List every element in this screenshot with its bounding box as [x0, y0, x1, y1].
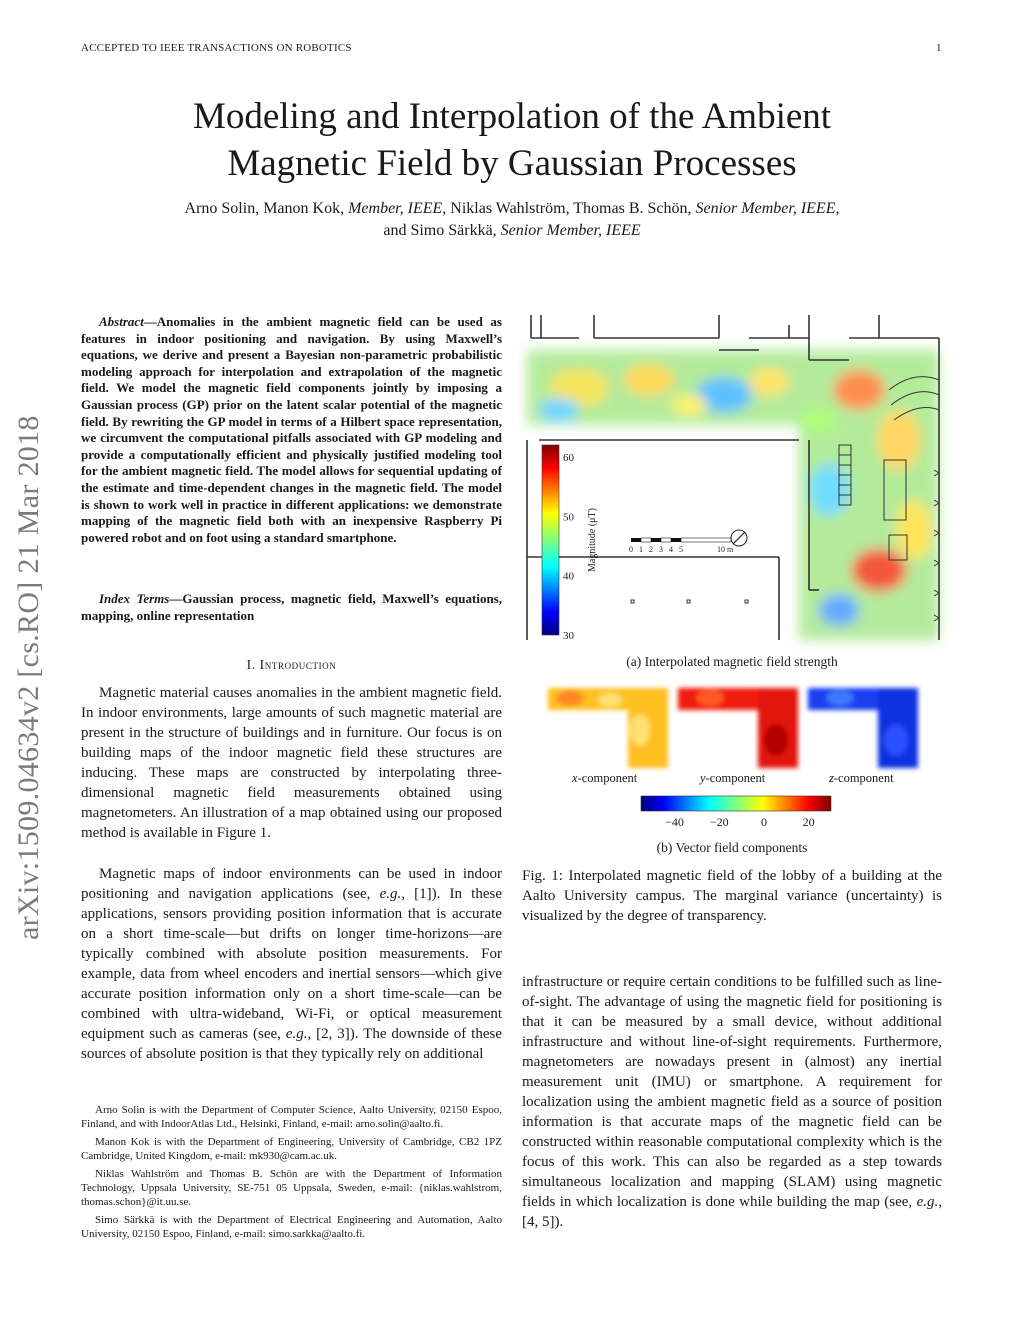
intro-eg: e.g. — [379, 886, 402, 902]
authors-part-3: and Simo Särkkä, — [383, 222, 501, 239]
figure-1b-components — [540, 680, 940, 780]
page-number: 1 — [936, 42, 942, 54]
body-text: , [4, 5]). — [522, 1194, 942, 1230]
colorbar-label: Magnitude (μT) — [587, 508, 598, 572]
arxiv-stamp — [12, 415, 45, 941]
colorbar-b — [636, 795, 836, 831]
index-terms-text: —Gaussian process, magnetic field, Maxwell’s equations, mapping, online representation — [81, 591, 502, 623]
section-number: I. — [246, 657, 260, 672]
x-component-label — [572, 771, 637, 786]
author-role: Senior Member, IEEE — [500, 222, 641, 239]
running-header: ACCEPTED TO IEEE TRANSACTIONS ON ROBOTICS — [81, 42, 352, 54]
colorbar — [542, 445, 559, 635]
scale-tick-label: 4 — [669, 545, 673, 554]
figure-caption: Fig. 1: Interpolated magnetic field of the lobby of a building at the Aalto University campus. The marginal variance (uncertainty) is visualized by the degree of transparency. — [522, 868, 942, 924]
section-heading — [81, 657, 502, 673]
authors-part-2: , Niklas Wahlström, Thomas B. Schön, — [442, 200, 696, 217]
component-suffix: -component — [705, 771, 766, 785]
colorbar-tick-label: 50 — [563, 511, 574, 524]
component-suffix: -component — [577, 771, 638, 785]
footnote: Niklas Wahlström and Thomas B. Schön are with the Department of Information Technology, Uppsala University, SE-751 05 Uppsala, Sweden, e-mail: {niklas.wahlstrom, thomas.schon}@it.uu.se. — [81, 1168, 502, 1208]
scale-tick-label: 2 — [649, 545, 653, 554]
colorbar-tick-label: 30 — [563, 630, 574, 642]
colorbar-b-tick-label: 20 — [802, 815, 815, 829]
colorbar-b-tick-label: −20 — [709, 815, 729, 829]
body-eg: e.g. — [916, 1194, 939, 1210]
authors-part-1: Arno Solin, Manon Kok, — [184, 200, 349, 217]
footnotes — [81, 1103, 502, 1245]
section-title: Introduction — [259, 657, 337, 672]
y-component-label — [700, 771, 765, 786]
title-line-1: Modeling and Interpolation of the Ambient — [192, 96, 832, 137]
footnote: Simo Särkkä is with the Department of Electrical Engineering and Automation, Aalto University, 02150 Espoo, Finland, e-mail: simo.sarkka@aalto.fi. — [81, 1214, 502, 1240]
component-suffix: -component — [833, 771, 894, 785]
scale-tick-label: 10 m — [717, 545, 734, 554]
intro-paragraph-1: Magnetic material causes anomalies in the ambient magnetic field. In indoor environments, large amounts of such magnetic material are present in the structure of buildings and in furniture. Our focus is on building maps of the indoor magnetic field these structures are inducing. These maps are constructed by interpolating three-dimensional magnetic field measurements obtained using magnetometers. An illustration of a map obtained using our proposed method is available in Figure 1. — [81, 685, 502, 841]
colorbar-tick-label: 60 — [563, 451, 574, 464]
scale-tick-label: 5 — [679, 545, 683, 554]
author-list — [100, 198, 924, 242]
colorbar-b-tick-label: −40 — [665, 815, 684, 829]
abstract — [81, 314, 502, 546]
caption-b: (b) Vector field components — [656, 840, 808, 855]
intro-text: , [2, 3]). The downside of these sources of absolute position is that they typically rely on additional — [81, 1026, 502, 1062]
right-column-text — [522, 972, 942, 1232]
footnote: Manon Kok is with the Department of Engineering, University of Cambridge, CB2 1PZ Cambridge, United Kingdom, e-mail: mk930@cam.ac.uk. — [81, 1136, 502, 1162]
abstract-label: Abstract — [99, 314, 144, 329]
body-text: infrastructure or require certain conditions to be fulfilled such as line-of-sight. The advantage of using the magnetic field for positioning is that it can be measured by a small device, without additional infrastructure and without line-of-sight requirements. Furthermore, magnetometers are nowadays present in (almost) any inertial measurement unit (IMU) or smartphone. A requirement for localization using the ambient magnetic field as a source of position information is that accurate maps of the magnetic field can be constructed within reasonable computational complexity which is the focus of this work. This can also be regarded as a step towards simultaneous localization and mapping (SLAM) using magnetic fields in which localization is done while building the map (see, — [522, 974, 942, 1210]
figure-1a-map — [519, 310, 949, 650]
intro-eg: e.g. — [285, 1026, 308, 1042]
x-component-map — [548, 688, 668, 768]
z-component-map — [808, 688, 918, 768]
caption-a: (a) Interpolated magnetic field strength — [626, 654, 838, 669]
author-role: Member, IEEE — [348, 200, 443, 217]
colorbar-b-tick-label: 0 — [760, 815, 767, 829]
paper-title — [0, 93, 1024, 187]
footnote: Arno Solin is with the Department of Computer Science, Aalto University, 02150 Espoo, Finland, and with IndoorAtlas Ltd., Helsinki, Finland, e-mail: arno.solin@aalto.fi. — [81, 1104, 502, 1130]
title-line-2: Magnetic Field by Gaussian Processes — [227, 143, 797, 184]
field-heatmap — [527, 350, 939, 640]
component-symbol: x — [572, 771, 578, 785]
abstract-text: —Anomalies in the ambient magnetic field can be used as features in indoor positioning and navigation. By using Maxwell’s equations, we derive and present a Bayesian non-parametric probabilistic modeling approach for interpolation and extrapolation of the magnetic field. We model the magnetic field components jointly by imposing a Gaussian process (GP) prior on the latent scalar potential of the magnetic field. By rewriting the GP model in terms of a Hilbert space representation, we circumvent the computational pitfalls associated with GP modeling and provide a computationally efficient and physically justified modeling tool for the ambient magnetic field. The model allows for sequential updating of the estimate and time-dependent changes in the magnetic field. The model is shown to work well in practice in different applications: we demonstrate mapping of the magnetic field both with an inexpensive Raspberry Pi powered robot and on foot using a standard smartphone. — [81, 314, 502, 545]
scale-tick-label: 3 — [659, 545, 663, 554]
colorbar-b-strip — [641, 796, 831, 811]
colorbar-tick-label: 40 — [563, 570, 574, 583]
scale-bar — [631, 538, 731, 542]
author-role: Senior Member, IEEE, — [695, 200, 840, 217]
component-symbol: y — [700, 771, 706, 785]
index-terms-label: Index Terms — [99, 591, 170, 606]
scale-tick-label: 0 — [629, 545, 633, 554]
pillars — [631, 600, 748, 603]
north-arrow-needle — [733, 532, 745, 544]
scale-tick-label: 1 — [639, 545, 643, 554]
z-component-label — [829, 771, 894, 786]
y-component-map — [678, 688, 798, 768]
intro-text: , [1]). In these applications, sensors providing position information that is accurate on a short time-scale—but drifts on longer time-horizons—are typically combined with absolute position measurements. For example, data from wheel encoders and inertial sensors—which give accurate position information only on a short time-scale—can be combined with ultra-wideband, Wi-Fi, or optical measurement equipment such as cameras (see, — [81, 886, 502, 1042]
arxiv-id: arXiv:1509.04634v2 [cs.RO] 21 Mar 2018 — [12, 415, 45, 940]
intro-paragraph-2 — [81, 864, 502, 1064]
intro-text: Magnetic maps of indoor environments can be used in indoor positioning and navigation applications (see, — [81, 866, 502, 902]
component-symbol: z — [829, 771, 834, 785]
index-terms — [81, 591, 502, 624]
